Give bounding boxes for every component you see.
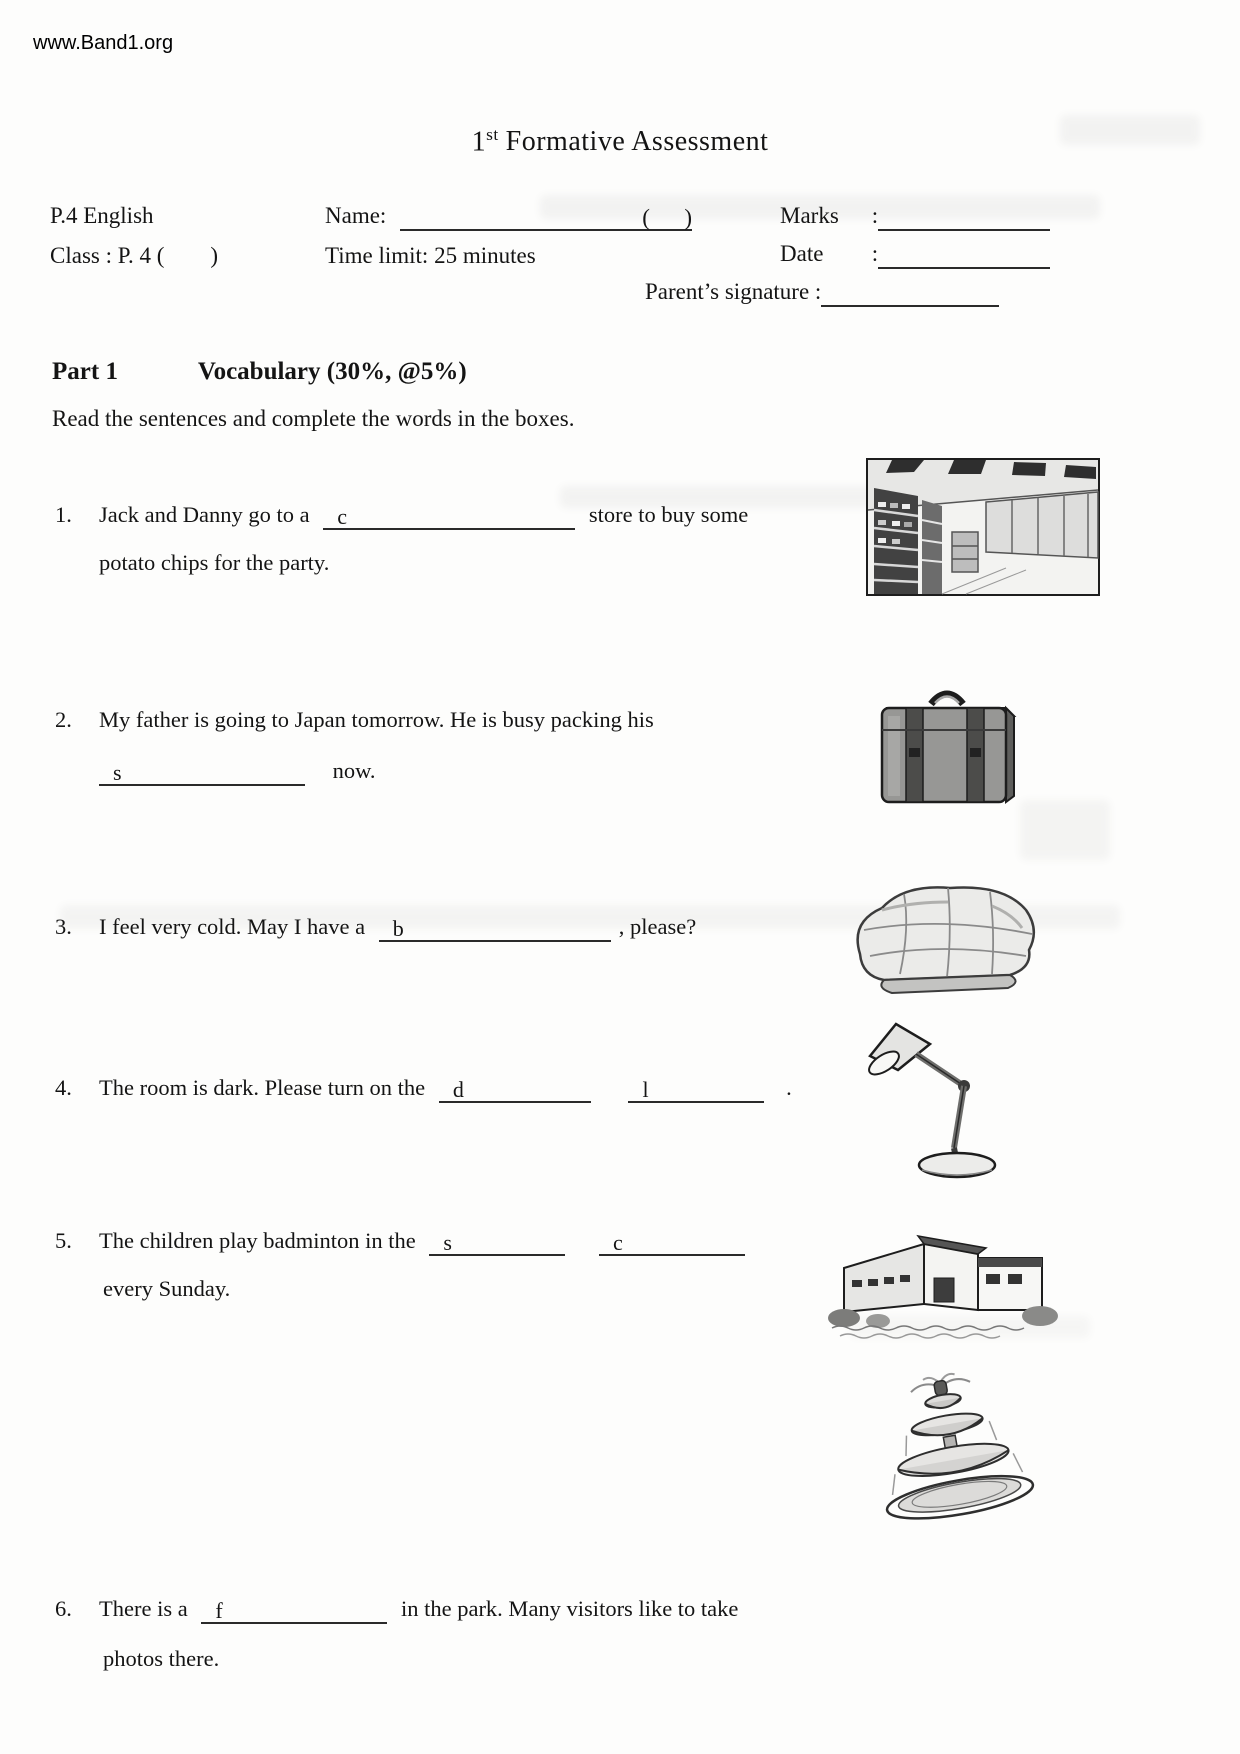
- question-2: [55, 707, 654, 733]
- part1-number: Part 1: [52, 358, 118, 385]
- question-2-line2: [99, 758, 376, 786]
- part1-title: Vocabulary (30%, @5%): [197, 358, 467, 385]
- question-text: Jack and Danny go to a: [99, 502, 310, 527]
- sports-centre-image: [826, 1222, 1064, 1342]
- question-number: 2.: [55, 707, 72, 732]
- signature-label: Parent’s signature: [645, 279, 810, 304]
- answer-blank: c: [599, 1230, 745, 1256]
- question-text: now.: [332, 758, 376, 783]
- marks-colon: :: [871, 203, 879, 228]
- question-5-line2: every Sunday.: [103, 1276, 231, 1301]
- question-number: 3.: [55, 914, 72, 939]
- part1-heading: [52, 358, 467, 386]
- name-label: Name:: [325, 203, 387, 228]
- answer-blank: f: [201, 1598, 387, 1624]
- site-watermark: www.Band1.org: [33, 32, 174, 54]
- convenience-store-icon: [866, 458, 1100, 596]
- suitcase-image: [872, 676, 1022, 810]
- signature-row: [645, 279, 999, 307]
- answer-blank: b: [379, 916, 611, 942]
- blanket-image: [842, 876, 1042, 1000]
- sports-centre-icon: [826, 1222, 1064, 1342]
- suitcase-icon: [872, 676, 1022, 810]
- marks-blank-line: [878, 203, 1050, 231]
- title-ordinal: st: [486, 125, 499, 144]
- question-text: The room is dark. Please turn on the: [99, 1075, 426, 1100]
- desk-lamp-image: [862, 1020, 1012, 1182]
- question-number: 6.: [55, 1596, 72, 1621]
- title-text: Formative Assessment: [505, 126, 769, 158]
- marks-row: [780, 203, 1080, 231]
- date-label: Date: [780, 241, 824, 266]
- date-row: [780, 241, 1080, 269]
- question-text: There is a: [99, 1596, 188, 1621]
- marks-label: Marks: [780, 203, 839, 228]
- question-3: [55, 914, 696, 942]
- question-text: My father is going to Japan tomorrow. He is busy packing his: [99, 707, 654, 732]
- blanket-icon: [842, 876, 1042, 1000]
- page-title: [0, 125, 1240, 158]
- fountain-icon: [862, 1368, 1042, 1536]
- class-line: Class : P. 4 ( ): [50, 243, 219, 268]
- subject-label: P.4 English: [50, 203, 154, 228]
- question-text: store to buy some: [588, 502, 749, 527]
- question-number: 5.: [55, 1228, 72, 1253]
- name-row: [325, 203, 692, 231]
- scan-artifact: [1020, 800, 1110, 860]
- date-blank-line: [878, 241, 1050, 269]
- name-blank-line: [400, 203, 692, 231]
- answer-blank: s: [429, 1230, 565, 1256]
- question-5: [55, 1228, 753, 1256]
- question-number: 1.: [55, 502, 72, 527]
- question-6: [55, 1596, 738, 1624]
- signature-colon: :: [814, 279, 822, 304]
- question-6-line2: photos there.: [103, 1646, 220, 1671]
- question-1: [55, 502, 748, 530]
- question-text: .: [786, 1075, 792, 1100]
- answer-blank: s: [99, 760, 305, 786]
- part1-instruction: Read the sentences and complete the words in the boxes.: [52, 406, 575, 431]
- title-number: 1: [471, 126, 487, 158]
- answer-blank: d: [439, 1077, 591, 1103]
- time-limit: Time limit: 25 minutes: [325, 243, 536, 268]
- desk-lamp-icon: [862, 1020, 1012, 1182]
- question-text: , please?: [618, 914, 697, 939]
- question-1-line2: potato chips for the party.: [99, 550, 330, 575]
- fountain-image: [862, 1368, 1042, 1536]
- convenience-store-image: [866, 458, 1100, 596]
- question-text: I feel very cold. May I have a: [99, 914, 366, 939]
- date-colon: :: [871, 241, 879, 266]
- signature-blank-line: [821, 279, 999, 307]
- name-paren: ( ): [642, 205, 693, 230]
- answer-blank: l: [628, 1077, 764, 1103]
- question-4: [55, 1075, 792, 1103]
- question-text: in the park. Many visitors like to take: [400, 1596, 739, 1621]
- question-number: 4.: [55, 1075, 72, 1100]
- answer-blank: c: [323, 504, 575, 530]
- question-text: The children play badminton in the: [99, 1228, 416, 1253]
